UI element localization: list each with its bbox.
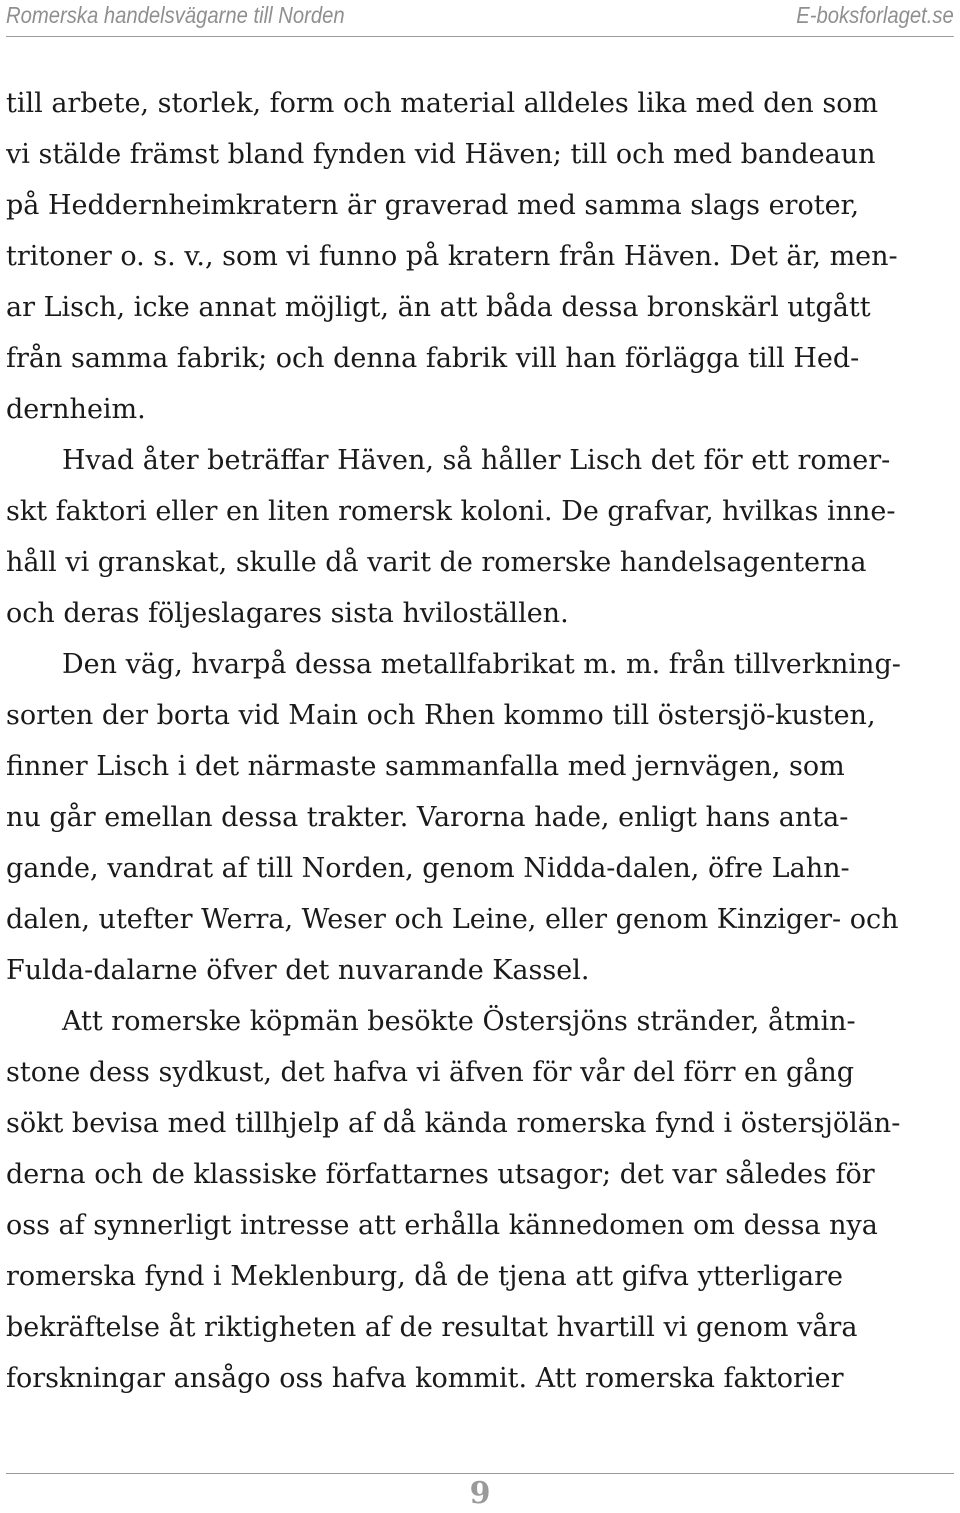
footer-divider <box>6 1473 954 1474</box>
page-body <box>6 78 954 1404</box>
paragraph-3: Den väg, hvarpå dessa metallfabrikat m. m. från tillverkning- sorten der borta vid Main och Rhen kommo till östersjö-kusten, finner Lisch i det närmaste sammanfalla med jernvägen, som nu går emellan dessa trakter. Varorna hade, enligt hans anta- gande, vandrat af till Norden, genom Nidda-dalen, öfre Lahn- dalen, utefter Werra, Weser och Leine, eller genom Kinziger- och Fulda-dalarne öfver det nuvarande Kassel. <box>6 649 901 986</box>
publisher-site: E-boksforlaget.se <box>796 2 954 28</box>
paragraph-4: Att romerske köpmän besökte Östersjöns stränder, åtmin- stone dess sydkust, det hafva vi äfven för vår del förr en gång sökt bevisa med tillhjelp af då kända romerska fynd i östersjölän- derna och de klassiske författarnes utsagor; det var således för oss af synnerligt intresse att erhålla kännedomen om dessa nya romerska fynd i Meklenburg, då de tjena att gifva ytterligare bekräftelse åt riktigheten af de resultat hvartill vi genom våra forskningar ansågo oss hafva kommit. Att romerska faktorier <box>6 1006 901 1394</box>
paragraph-1: till arbete, storlek, form och material alldeles lika med den som vi stälde främst bland fynden vid Häven; till och med bandeaun på Heddernheimkratern är graverad med samma slags eroter, tritoner o. s. v., som vi funno på kratern från Häven. Det är, men- ar Lisch, icke annat möjligt, än att båda dessa bronskärl utgått från samma fabrik; och denna fabrik vill han förlägga till Hed- dernheim. <box>6 88 898 425</box>
page-number: 9 <box>469 1476 491 1511</box>
book-title: Romerska handelsvägarne till Norden <box>6 2 345 28</box>
running-header <box>6 0 954 37</box>
paragraph-2: Hvad åter beträffar Häven, så håller Lisch det för ett romer- skt faktori eller en liten romersk koloni. De grafvar, hvilkas inne- håll vi granskat, skulle då varit de romerske handelsagenterna och deras följeslagares sista hviloställen. <box>6 445 896 629</box>
